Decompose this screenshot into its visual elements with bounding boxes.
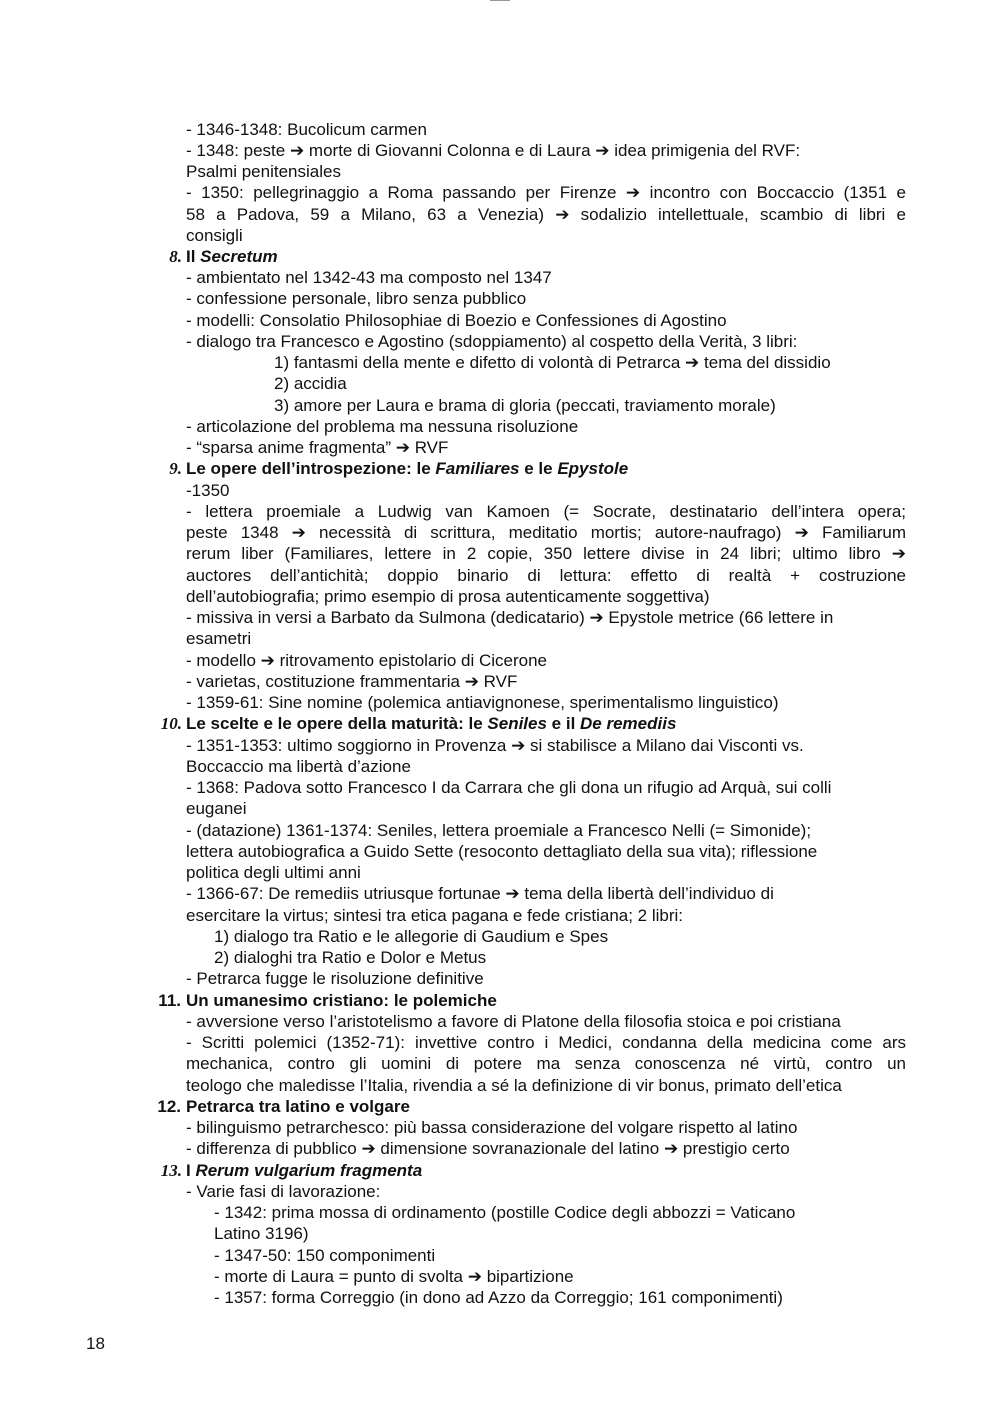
section-heading: Le scelte e le opere della maturità: le Seniles e il De remediis xyxy=(186,714,677,733)
text-line: teologo che maledisse l’Italia, rivendia a sé la definizione di vir bonus, primato dell’etica xyxy=(186,1076,842,1095)
text-line: - (datazione) 1361-1374: Seniles, lettera proemiale a Francesco Nelli (= Simonide); xyxy=(186,821,812,840)
text-line: Psalmi penitensiales xyxy=(186,162,341,181)
list-item: - 1347-50: 150 componimenti xyxy=(214,1246,436,1265)
text-line: - missiva in versi a Barbato da Sulmona (dedicatario) ➔ Epystole metrice (66 lettere in xyxy=(186,608,834,627)
text-line: - “sparsa anime fragmenta” ➔ RVF xyxy=(186,438,449,457)
list-item: 1) dialogo tra Ratio e le allegorie di Gaudium e Spes xyxy=(214,927,609,946)
text-line: Boccaccio ma libertà d’azione xyxy=(186,757,411,776)
text-line: mechanica, contro gli uomini di potere ma senza conoscenza né virtù, contro un xyxy=(186,1054,906,1073)
text-line: 58 a Padova, 59 a Milano, 63 a Venezia) ➔ sodalizio intellettuale, scambio di libri e xyxy=(186,205,906,224)
list-item: - morte di Laura = punto di svolta ➔ bipartizione xyxy=(214,1267,574,1286)
text-line: - 1350: pellegrinaggio a Roma passando per Firenze ➔ incontro con Boccaccio (1351 e xyxy=(186,183,906,202)
section-number: 12. xyxy=(157,1097,181,1116)
text-line: - modelli: Consolatio Philosophiae di Boezio e Confessiones di Agostino xyxy=(186,311,727,330)
text-line: lettera autobiografica a Guido Sette (resoconto dettagliato della sua vita); riflessione xyxy=(186,842,818,861)
text-line: - lettera proemiale a Ludwig van Kamoen (= Socrate, destinatario dell’intera opera; xyxy=(186,502,906,521)
list-item: - 1342: prima mossa di ordinamento (postille Codice degli abbozzi = Vaticano xyxy=(214,1203,796,1222)
text-line: - 1368: Padova sotto Francesco I da Carrara che gli dona un rifugio ad Arquà, sui colli xyxy=(186,778,832,797)
page-number: 18 xyxy=(86,1334,105,1353)
text-line: esercitare la virtus; sintesi tra etica pagana e fede cristiana; 2 libri: xyxy=(186,906,684,925)
text-line: - avversione verso l’aristotelismo a favore di Platone della filosofia stoica e poi cristiana xyxy=(186,1012,841,1031)
list-item: 2) accidia xyxy=(274,374,347,393)
list-item: 3) amore per Laura e brama di gloria (peccati, traviamento morale) xyxy=(274,396,776,415)
text-line: peste 1348 ➔ necessità di scrittura, meditatio mortis; autore-naufrago) ➔ Familiarum xyxy=(186,523,906,542)
text-line: - confessione personale, libro senza pubblico xyxy=(186,289,527,308)
list-item: 2) dialoghi tra Ratio e Dolor e Metus xyxy=(214,948,487,967)
section-heading: Un umanesimo cristiano: le polemiche xyxy=(186,991,497,1010)
section-number: 13. xyxy=(160,1161,182,1180)
text-line: - Varie fasi di lavorazione: xyxy=(186,1182,381,1201)
page-header-mark xyxy=(490,0,510,3)
section-number: 11. xyxy=(158,991,181,1010)
text-line: - dialogo tra Francesco e Agostino (sdoppiamento) al cospetto della Verità, 3 libri: xyxy=(186,332,798,351)
text-line: - 1348: peste ➔ morte di Giovanni Colonna e di Laura ➔ idea primigenia del RVF: xyxy=(186,141,801,160)
text-line: - 1359-61: Sine nomine (polemica antiavignonese, sperimentalismo linguistico) xyxy=(186,693,779,712)
text-line: - 1346-1348: Bucolicum carmen xyxy=(186,120,427,139)
text-line: - articolazione del problema ma nessuna risoluzione xyxy=(186,417,579,436)
text-line: auctores dell’antichità; doppio binario di lettura: effetto di realtà + costruzione xyxy=(186,566,906,585)
text-line: - Scritti polemici (1352-71): invettive contro i Medici, condanna della medicina come ars xyxy=(186,1033,906,1052)
text-line: consigli xyxy=(186,226,243,245)
section-heading: Petrarca tra latino e volgare xyxy=(186,1097,410,1116)
section-number: 8. xyxy=(169,247,182,266)
section-heading: I Rerum vulgarium fragmenta xyxy=(186,1161,423,1180)
section-number: 9. xyxy=(169,459,182,478)
list-item: - 1357: forma Correggio (in dono ad Azzo da Correggio; 161 componimenti) xyxy=(214,1288,783,1307)
list-item: 1) fantasmi della mente e difetto di volontà di Petrarca ➔ tema del dissidio xyxy=(274,353,831,372)
text-line: - bilinguismo petrarchesco: più bassa considerazione del volgare rispetto al latino xyxy=(186,1118,798,1137)
text-line: - differenza di pubblico ➔ dimensione sovranazionale del latino ➔ prestigio certo xyxy=(186,1139,790,1158)
section-heading: Le opere dell’introspezione: le Familiares e le Epystole xyxy=(186,459,629,478)
text-line: - 1351-1353: ultimo soggiorno in Provenza ➔ si stabilisce a Milano dai Visconti vs. xyxy=(186,736,804,755)
text-line: - 1366-67: De remediis utriusque fortunae ➔ tema della libertà dell’individuo di xyxy=(186,884,774,903)
text-line: - varietas, costituzione frammentaria ➔ RVF xyxy=(186,672,518,691)
list-item: Latino 3196) xyxy=(214,1224,309,1243)
section-heading: Il Secretum xyxy=(186,247,278,266)
text-line: rerum liber (Familiares, lettere in 2 copie, 350 lettere divise in 24 libri; ultimo libro ➔ xyxy=(186,544,906,563)
text-line: -1350 xyxy=(186,481,230,500)
text-line: - ambientato nel 1342-43 ma composto nel 1347 xyxy=(186,268,552,287)
text-line: politica degli ultimi anni xyxy=(186,863,361,882)
text-line: esametri xyxy=(186,629,252,648)
text-line: euganei xyxy=(186,799,247,818)
text-line: dell’autobiografia; primo esempio di prosa autenticamente soggettiva) xyxy=(186,587,710,606)
text-line: - modello ➔ ritrovamento epistolario di Cicerone xyxy=(186,651,548,670)
section-number: 10. xyxy=(160,714,182,733)
text-line: - Petrarca fugge le risoluzione definitive xyxy=(186,969,484,988)
